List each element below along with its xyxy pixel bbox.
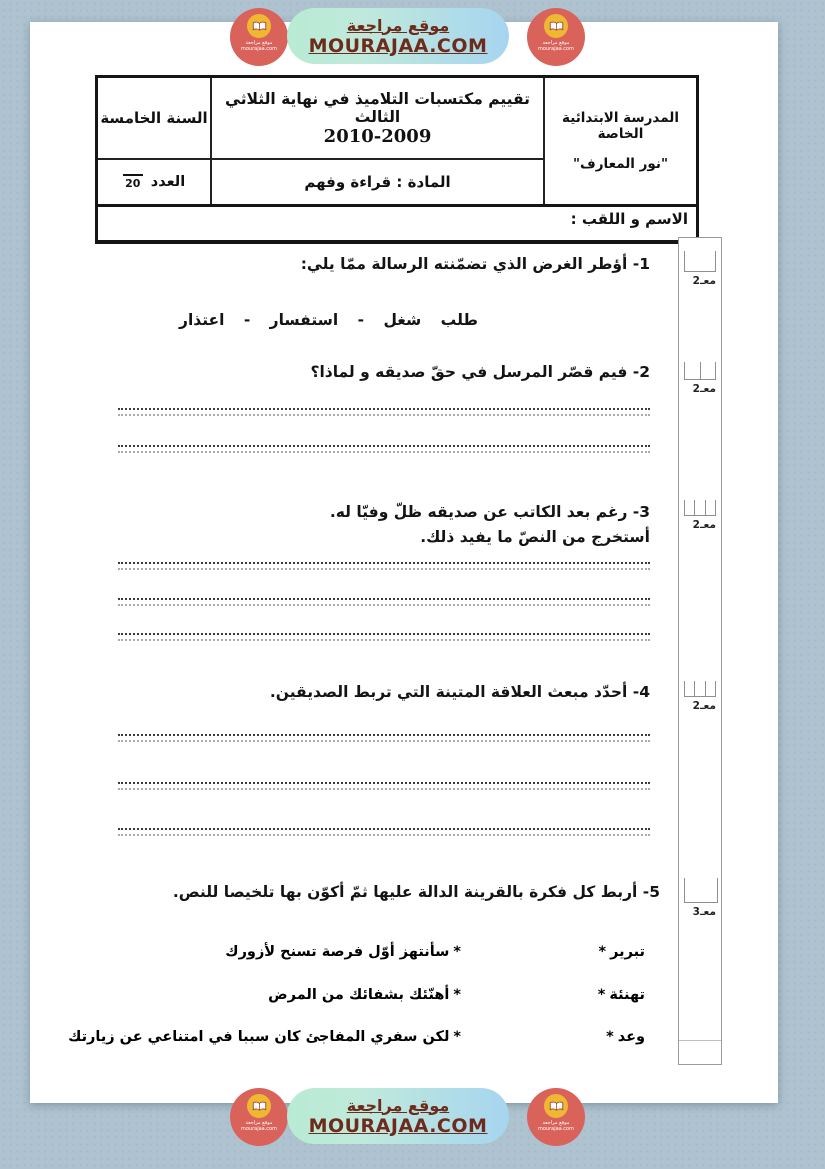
answer-dotted-line (118, 598, 650, 606)
exam-title: تقييم مكتسبات التلاميذ في نهاية الثلاثي الثالث (225, 89, 530, 126)
bullet-icon: * (597, 987, 606, 1003)
grade-label: السنة الخامسة (100, 109, 208, 127)
answer-dotted-line (118, 633, 650, 641)
bullet-icon: * (453, 1029, 461, 1045)
site-name-link[interactable]: موقع مراجعة (346, 1095, 450, 1115)
answer-dotted-line (118, 734, 650, 742)
logo-caption: موقع مراجعة mourajaa.com (537, 1120, 574, 1132)
bullet-icon: * (606, 1029, 614, 1045)
exam-header-table (95, 75, 699, 244)
question-4: 4- أحدّد مبعث العلاقة المتينة التي تربط الصديقين. (269, 683, 650, 701)
answer-dotted-line (118, 828, 650, 836)
mourajaa-logo-icon (230, 8, 288, 66)
site-name-link[interactable]: موقع مراجعة (346, 15, 450, 35)
answer-dotted-line (118, 562, 650, 570)
question-3 (320, 500, 650, 550)
score-label-q2: معـ2 (692, 383, 716, 395)
score-fraction (123, 174, 143, 190)
score-box-q1 (684, 251, 716, 272)
site-banner-top (0, 4, 825, 76)
question-3-line2: أستخرج من النصّ ما يفيد ذلك. (420, 528, 650, 546)
matching-clue: *سأنتهز أوّل فرصة تسنح لأزورك (225, 944, 465, 960)
score-cell (98, 158, 210, 204)
bullet-icon: * (453, 944, 461, 960)
answer-dotted-line (118, 445, 650, 453)
school-name-cell (543, 78, 696, 204)
score-label-q4: معـ2 (692, 700, 716, 712)
school-name-line1: المدرسة الابتدائية الخاصة (562, 110, 679, 142)
student-name-row (98, 204, 696, 240)
score-box-q4 (684, 681, 716, 697)
open-book-icon (544, 14, 568, 38)
subject-label: المادة : قراءة وفهم (304, 173, 451, 191)
grade-cell (98, 78, 210, 158)
question-5: 5- أربط كل فكرة بالقرينة الدالة عليها ثمّ أكوّن بها تلخيصا للنص. (172, 883, 660, 901)
score-numerator-blank (123, 174, 143, 176)
question-1-options: طلب شغل - استفسار - اعتذار (179, 311, 478, 329)
mourajaa-logo-icon (527, 8, 585, 66)
matching-idea: تبرير* (595, 944, 645, 960)
site-domain-link[interactable]: MOURAJAA.COM (308, 1114, 488, 1137)
open-book-icon (544, 1094, 568, 1118)
score-box-q5 (684, 878, 718, 903)
score-label-q1: معـ2 (692, 275, 716, 287)
site-domain-link[interactable]: MOURAJAA.COM (308, 34, 488, 57)
score-box-q2 (684, 362, 716, 380)
margin-column-divider (679, 1040, 721, 1041)
open-book-icon (247, 14, 271, 38)
site-banner-bottom (0, 1084, 825, 1156)
score-label-q5: معـ3 (692, 906, 716, 918)
mourajaa-logo-icon (527, 1088, 585, 1146)
question-2: 2- فيم قصّر المرسل في حقّ صديقه و لماذا؟ (310, 363, 650, 381)
answer-dotted-line (118, 782, 650, 790)
open-book-icon (247, 1094, 271, 1118)
site-link-pill[interactable] (287, 8, 509, 64)
subject-cell (210, 158, 543, 204)
logo-caption: موقع مراجعة mourajaa.com (240, 1120, 277, 1132)
bullet-icon: * (453, 987, 461, 1003)
answer-dotted-line (118, 408, 650, 416)
score-label-q3: معـ2 (692, 519, 716, 531)
exam-title-cell (210, 78, 543, 158)
school-year: 2010-2009 (323, 125, 432, 147)
score-label: العدد (150, 174, 186, 190)
bullet-icon: * (598, 944, 607, 960)
mourajaa-logo-icon (230, 1088, 288, 1146)
student-name-label: الاسم و اللقب : (570, 210, 688, 228)
matching-idea: وعد* (602, 1029, 645, 1045)
question-3-line1: 3- رغم بعد الكاتب عن صديقه ظلّ وفيّا له. (329, 503, 650, 521)
score-denominator: 20 (125, 177, 141, 190)
logo-caption: موقع مراجعة mourajaa.com (240, 40, 277, 52)
score-margin-column (678, 237, 722, 1065)
matching-clue: *لكن سفري المفاجئ كان سببا في امتناعي عن زيارتك (68, 1029, 465, 1045)
exam-sheet (30, 22, 778, 1103)
school-name-line2: "نور المعارف" (573, 156, 668, 172)
question-1: 1- أؤطر الغرض الذي تضمّنته الرسالة ممّا يلي: (300, 255, 650, 273)
matching-idea: تهنئة* (594, 987, 645, 1003)
site-link-pill[interactable] (287, 1088, 509, 1144)
logo-caption: موقع مراجعة mourajaa.com (537, 40, 574, 52)
matching-clue: *أهنّئك بشفائك من المرض (268, 987, 465, 1003)
score-box-q3 (684, 500, 716, 516)
